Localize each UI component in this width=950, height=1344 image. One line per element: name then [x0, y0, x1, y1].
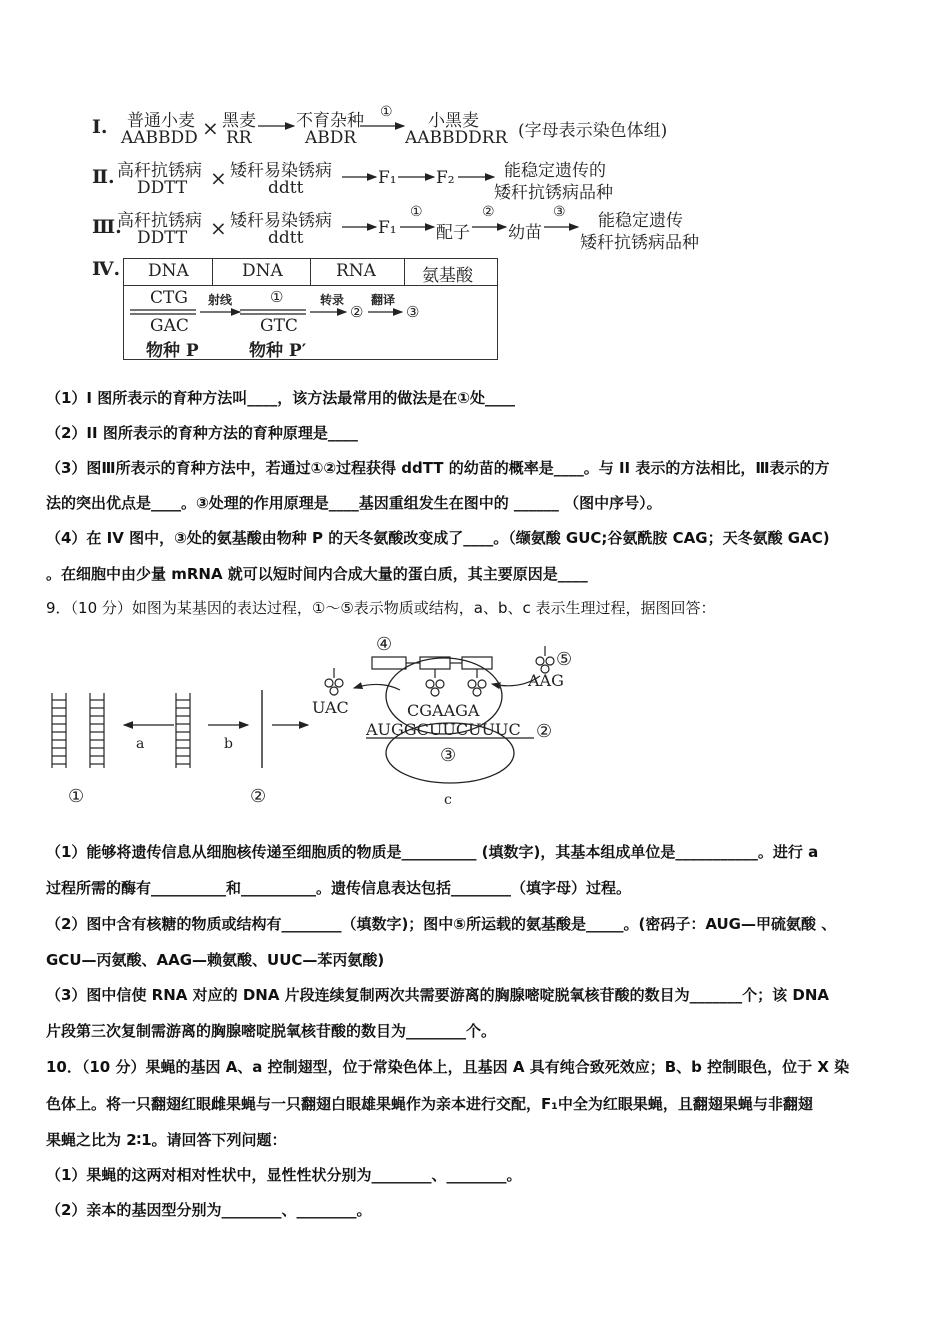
row2-numeral: Ⅱ.: [92, 166, 115, 188]
row1-parent1-name: 普通小麦: [127, 111, 195, 131]
mrna-sequence: AUGGCUUCUUUC: [366, 720, 521, 739]
table-header-amino-acid: 氨基酸: [422, 266, 473, 286]
polypeptide-box: [372, 657, 406, 669]
q10-line-2: 色体上。将一只翻翅红眼雌果蝇与一只翻翅白眼雄果蝇作为亲本进行交配，F₁中全为红眼果蝇，且翻翅果蝇与非翻翅: [46, 1095, 813, 1113]
table-header-dna-1: DNA: [148, 261, 189, 281]
row1-hybrid-genotype: ABDR: [305, 128, 357, 148]
mark-1: ①: [270, 288, 284, 306]
q10-line-3: 果蝇之比为 2∶1。请回答下列问题：: [46, 1131, 287, 1149]
codon-bottom: GAC: [150, 316, 189, 336]
q9-line-3: （2）图中含有核糖的物质或结构有________（填数字)；图中⑤所运载的氨基酸是_____。(密码子：AUG—甲硫氨酸 、: [46, 915, 837, 933]
row3-seedling: 幼苗: [508, 223, 542, 243]
row3-step2: ②: [482, 204, 495, 220]
row3-parent1-genotype: DDTT: [137, 228, 188, 248]
row3-gamete: 配子: [436, 223, 470, 243]
row1-hybrid-name: 不育杂种: [296, 111, 364, 131]
polypeptide-box: [462, 657, 492, 669]
q10-line-4: （1）果蝇的这两对相对性状中，显性性状分别为________、________。: [46, 1166, 522, 1184]
row3-f1: F₁: [378, 218, 397, 238]
gene-expression-svg: [40, 628, 640, 810]
dna-ladder-left: [52, 693, 104, 768]
row3-result-line1: 能稳定遗传: [598, 211, 683, 231]
row1-parent1-genotype: AABBDD: [121, 128, 198, 148]
q10-line-5: （2）亲本的基因型分别为________、________。: [46, 1201, 372, 1219]
row1-note: (字母表示染色体组): [518, 121, 668, 141]
table-header-rna: RNA: [336, 261, 376, 281]
q8-line-1: （1）I 图所表示的育种方法叫____，该方法最常用的做法是在①处____: [46, 389, 515, 407]
row3-step1: ①: [410, 204, 423, 220]
row2-cross-sign: ×: [210, 166, 227, 190]
translation-label: 翻译: [371, 293, 396, 307]
q8-line-5: （4）在 IV 图中，③处的氨基酸由物种 P 的天冬氨酸改变成了____。（缬氨酸 GUC;谷氨酰胺 CAG；天冬氨酸 GAC): [46, 529, 830, 547]
row2-parent2-name: 矮秆易染锈病: [230, 161, 332, 181]
q10-line-1: 10．（10 分）果蝇的基因 A、a 控制翅型，位于常染色体上，且基因 A 具有纯合致死效应；B、b 控制眼色，位于 X 染: [46, 1058, 850, 1076]
row2-f2: F₂: [436, 168, 455, 188]
anticodon-right: AAG: [528, 671, 564, 690]
q8-line-3: （3）图Ⅲ所表示的育种方法中，若通过①②过程获得 ddTT 的幼苗的概率是____。与 II 表示的方法相比，Ⅲ表示的方: [46, 459, 830, 477]
row2-result-line1: 能稳定遗传的: [504, 161, 606, 181]
row3-step3: ③: [553, 204, 566, 220]
anticodon-left: UAC: [312, 698, 349, 717]
row3-parent1-name: 高秆抗锈病: [117, 211, 202, 231]
dna-ladder-middle: [176, 693, 190, 768]
q9-line-6: 片段第三次复制需游离的胸腺嘧啶脱氧核苷酸的数目为________个。: [46, 1022, 497, 1040]
row3-cross-sign: ×: [210, 216, 227, 240]
row3-parent2-name: 矮秆易染锈病: [230, 211, 332, 231]
num-3: ③: [440, 745, 457, 766]
row1-parent2-name: 黑麦: [222, 111, 256, 131]
q9-line-1: （1）能够将遗传信息从细胞核传递至细胞质的物质是__________ (填数字)，其基本组成单位是___________。进行 a: [46, 843, 819, 861]
row1-cross-sign: ×: [202, 116, 219, 140]
species-p: 物种 P: [146, 341, 199, 361]
trna-incoming: [536, 646, 554, 673]
table-header-dna-2: DNA: [242, 261, 283, 281]
num-5: ⑤: [556, 649, 573, 670]
q8-line-6: 。在细胞中由少量 mRNA 就可以短时间内合成大量的蛋白质，其主要原因是____: [46, 565, 588, 583]
row1-result-name: 小黑麦: [428, 111, 479, 131]
label-b: b: [224, 736, 233, 752]
q9-line-5: （3）图中信使 RNA 对应的 DNA 片段连续复制两次共需要游离的胸腺嘧啶脱氧核苷酸的数目为_______个；该 DNA: [46, 986, 829, 1004]
q9-line-2: 过程所需的酶有__________和__________。遗传信息表达包括________（填字母）过程。: [46, 879, 632, 897]
mark-2: ②: [350, 303, 364, 321]
row4-numeral: Ⅳ.: [92, 258, 121, 280]
num-1: ①: [68, 786, 85, 807]
row1-result-genotype: AABBDDRR: [405, 128, 508, 148]
row3-numeral: Ⅲ.: [92, 216, 122, 238]
gene-expression-figure: [40, 628, 640, 810]
row2-result-line2: 矮秆抗锈病品种: [494, 183, 613, 203]
row2-parent1-genotype: DDTT: [137, 178, 188, 198]
mark-3: ③: [406, 303, 420, 321]
label-a: a: [136, 736, 145, 752]
transcription-label: 转录: [320, 293, 345, 307]
breeding-arrows: [0, 0, 950, 370]
q9-line-4: GCU—丙氨酸、AAG—赖氨酸、UUC—苯丙氨酸): [46, 951, 385, 969]
label-c: c: [444, 792, 452, 808]
species-p-prime: 物种 P′: [249, 341, 307, 361]
row1-numeral: Ⅰ.: [92, 116, 108, 138]
radiation-label: 射线: [208, 293, 233, 307]
row2-parent1-name: 高秆抗锈病: [117, 161, 202, 181]
trna-exit-arrow: [354, 684, 400, 690]
row2-parent2-genotype: ddtt: [268, 178, 304, 198]
q9-title: 9．（10 分）如图为某基因的表达过程，①～⑤表示物质或结构，a、b、c 表示生理过程，据图回答：: [46, 599, 716, 617]
row3-parent2-genotype: ddtt: [268, 228, 304, 248]
num-2-left: ②: [250, 786, 267, 807]
num-2-right: ②: [536, 721, 553, 742]
trna-in-ribosome: [426, 669, 486, 696]
mutant-codon: GTC: [260, 316, 298, 336]
row1-step-marker: ①: [380, 104, 393, 120]
row3-result-line2: 矮秆抗锈病品种: [580, 233, 699, 253]
q8-line-2: （2）II 图所表示的育种方法的育种原理是____: [46, 424, 358, 442]
row2-f1: F₁: [378, 168, 397, 188]
trna-leaving: [325, 668, 343, 695]
codon-sequence: CGAAGA: [407, 701, 480, 720]
q8-line-4: 法的突出优点是____。③处理的作用原理是____基因重组发生在图中的 ______ （图中序号）。: [46, 494, 662, 512]
num-4: ④: [376, 634, 393, 655]
codon-top: CTG: [150, 288, 188, 308]
breeding-diagram: [0, 0, 950, 370]
row1-parent2-genotype: RR: [226, 128, 252, 148]
